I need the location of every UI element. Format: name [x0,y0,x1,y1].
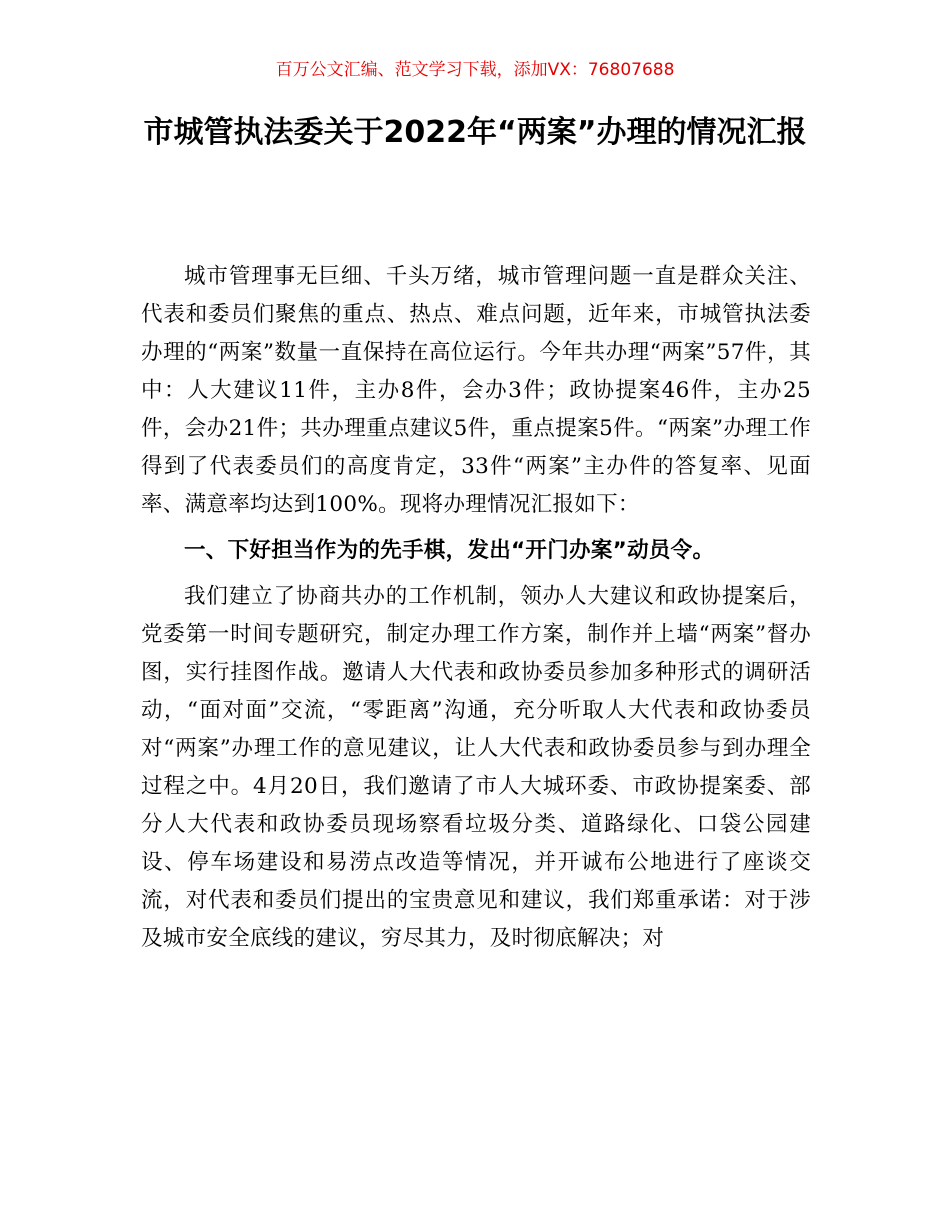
document-body [141,258,811,958]
document-title: 市城管执法委关于2022年“两案”办理的情况汇报 [143,115,807,150]
intro-paragraph: 城市管理事无巨细、千头万绪，城市管理问题一直是群众关注、代表和委员们聚焦的重点、热点、难点问题，近年来，市城管执法委办理的“两案”数量一直保持在高位运行。今年共办理“两案”57件，其中：人大建议11件，主办8件，会办3件；政协提案46件，主办25件，会办21件；共办理重点建议5件，重点提案5件。“两案”办理工作得到了代表委员们的高度肯定，33件“两案”主办件的答复率、见面率、满意率均达到100%。现将办理情况汇报如下： [141,264,811,517]
section-paragraph: 我们建立了协商共办的工作机制，领办人大建议和政协提案后，党委第一时间专题研究，制定办理工作方案，制作并上墙“两案”督办图，实行挂图作战。邀请人大代表和政协委员参加多种形式的调研活动，“面对面”交流，“零距离”沟通，充分听取人大代表和政协委员对“两案”办理工作的意见建议，让人大代表和政协委员参与到办理全过程之中。4月20日，我们邀请了市人大城环委、市政协提案委、部分人大代表和政协委员现场察看垃圾分类、道路绿化、口袋公园建设、停车场建设和易涝点改造等情况，并开诚布公地进行了座谈交流，对代表和委员们提出的宝贵意见和建议，我们郑重承诺：对于涉及城市安全底线的建议，穷尽其力，及时彻底解决；对 [141,584,811,951]
section-heading: 一、下好担当作为的先手棋，发出“开门办案”动员令。 [184,538,715,563]
watermark-banner: 百万公文汇编、范文学习下载，添加VX：76807688 [275,60,675,80]
